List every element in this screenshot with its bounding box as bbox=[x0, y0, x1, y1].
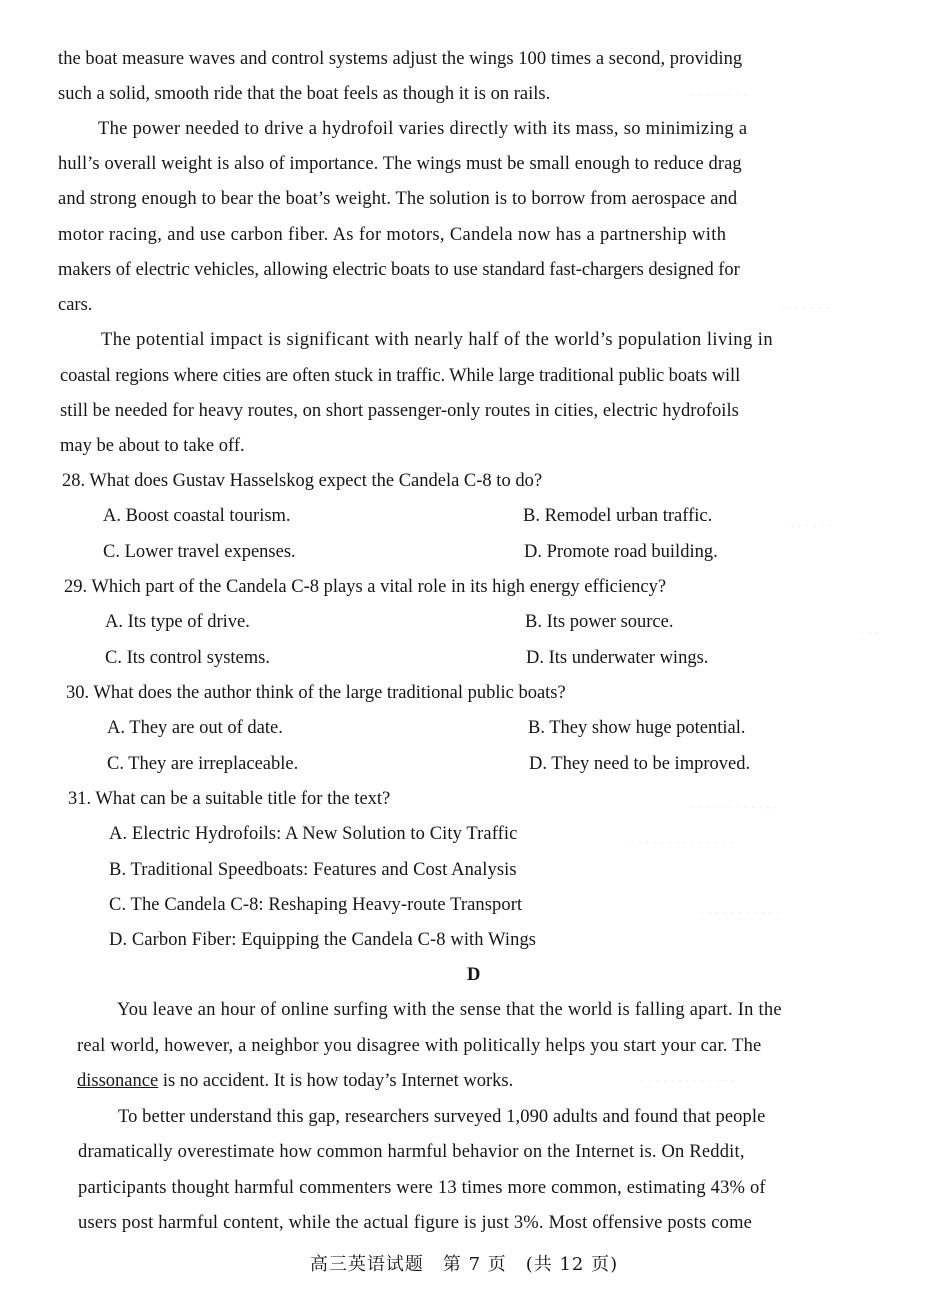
question-option: B. Its power source. bbox=[525, 612, 674, 632]
passage-c-line: such a solid, smooth ride that the boat feels as though it is on rails. bbox=[58, 84, 551, 104]
passage-d-line bbox=[77, 1068, 513, 1094]
passage-d-line: To better understand this gap, researchers surveyed 1,090 adults and found that people bbox=[118, 1107, 766, 1127]
bleed-through-mark: · · · · · · · · bbox=[690, 88, 748, 103]
passage-d-line: You leave an hour of online surfing with the sense that the world is falling apart. In the bbox=[117, 1000, 782, 1020]
passage-c-line: coastal regions where cities are often stuck in traffic. While large traditional public boats will bbox=[60, 366, 741, 386]
question-option: B. They show huge potential. bbox=[528, 718, 746, 738]
passage-c-line: may be about to take off. bbox=[60, 436, 245, 456]
section-heading: D bbox=[467, 965, 481, 985]
question-stem: 31. What can be a suitable title for the text? bbox=[68, 789, 391, 809]
passage-c-line: motor racing, and use carbon fiber. As for motors, Candela now has a partnership with bbox=[58, 225, 727, 245]
bleed-through-mark: · · · · · · · · · · · · bbox=[690, 800, 778, 815]
passage-c-line: The potential impact is significant with nearly half of the world’s population living in bbox=[101, 330, 774, 350]
question-option: D. Promote road building. bbox=[524, 542, 718, 562]
question-option: A. They are out of date. bbox=[107, 718, 283, 738]
question-option: D. Its underwater wings. bbox=[526, 648, 709, 668]
question-option: B. Remodel urban traffic. bbox=[523, 506, 713, 526]
passage-c-line: makers of electric vehicles, allowing electric boats to use standard fast-chargers designed for bbox=[58, 260, 740, 280]
bleed-through-mark: · · · · · · · · · · · · · · bbox=[630, 835, 733, 850]
bleed-through-mark: · · · · · · · · · · · bbox=[700, 905, 781, 920]
bleed-through-mark: · · · bbox=[860, 625, 880, 640]
passage-c-line: The power needed to drive a hydrofoil varies directly with its mass, so minimizing a bbox=[98, 119, 748, 139]
question-option: B. Traditional Speedboats: Features and Cost Analysis bbox=[109, 860, 517, 880]
question-option: D. Carbon Fiber: Equipping the Candela C-8 with Wings bbox=[109, 930, 537, 950]
passage-c-line: still be needed for heavy routes, on short passenger-only routes in cities, electric hydrofoils bbox=[60, 401, 739, 421]
passage-c-line: the boat measure waves and control systems adjust the wings 100 times a second, providing bbox=[58, 49, 743, 69]
passage-d-line: dramatically overestimate how common harmful behavior on the Internet is. On Reddit, bbox=[78, 1142, 745, 1162]
question-option: A. Its type of drive. bbox=[105, 612, 250, 632]
question-option: D. They need to be improved. bbox=[529, 754, 751, 774]
question-stem: 29. Which part of the Candela C-8 plays a vital role in its high energy efficiency? bbox=[64, 577, 667, 597]
passage-d-line: users post harmful content, while the actual figure is just 3%. Most offensive posts come bbox=[78, 1213, 753, 1233]
question-option: C. They are irreplaceable. bbox=[107, 754, 299, 774]
bleed-through-mark: · · · · · · · · · · · · · bbox=[640, 1073, 736, 1088]
page-footer: 高三英语试题 第 7 页 (共 12 页) bbox=[309, 1254, 619, 1275]
underlined-word: dissonance bbox=[77, 1071, 159, 1091]
passage-d-text: is no accident. It is how today’s Internet works. bbox=[158, 1071, 514, 1091]
question-option: C. Its control systems. bbox=[105, 648, 270, 668]
question-stem: 30. What does the author think of the large traditional public boats? bbox=[66, 683, 566, 703]
passage-c-line: and strong enough to bear the boat’s weight. The solution is to borrow from aerospace and bbox=[58, 189, 738, 209]
passage-d-line: real world, however, a neighbor you disagree with politically helps you start your car. The bbox=[77, 1036, 762, 1056]
question-option: C. The Candela C-8: Reshaping Heavy-route Transport bbox=[109, 895, 523, 915]
bleed-through-mark: · · · · · · bbox=[790, 518, 833, 533]
question-option: A. Boost coastal tourism. bbox=[103, 506, 291, 526]
passage-d-line: participants thought harmful commenters were 13 times more common, estimating 43% of bbox=[78, 1178, 766, 1198]
passage-c-line: cars. bbox=[58, 295, 93, 315]
question-stem: 28. What does Gustav Hasselskog expect the Candela C-8 to do? bbox=[62, 471, 543, 491]
question-option: A. Electric Hydrofoils: A New Solution to City Traffic bbox=[109, 824, 518, 844]
bleed-through-mark: · · · · · · · bbox=[780, 300, 830, 315]
passage-c-line: hull’s overall weight is also of importance. The wings must be small enough to reduce drag bbox=[58, 154, 742, 174]
question-option: C. Lower travel expenses. bbox=[103, 542, 296, 562]
